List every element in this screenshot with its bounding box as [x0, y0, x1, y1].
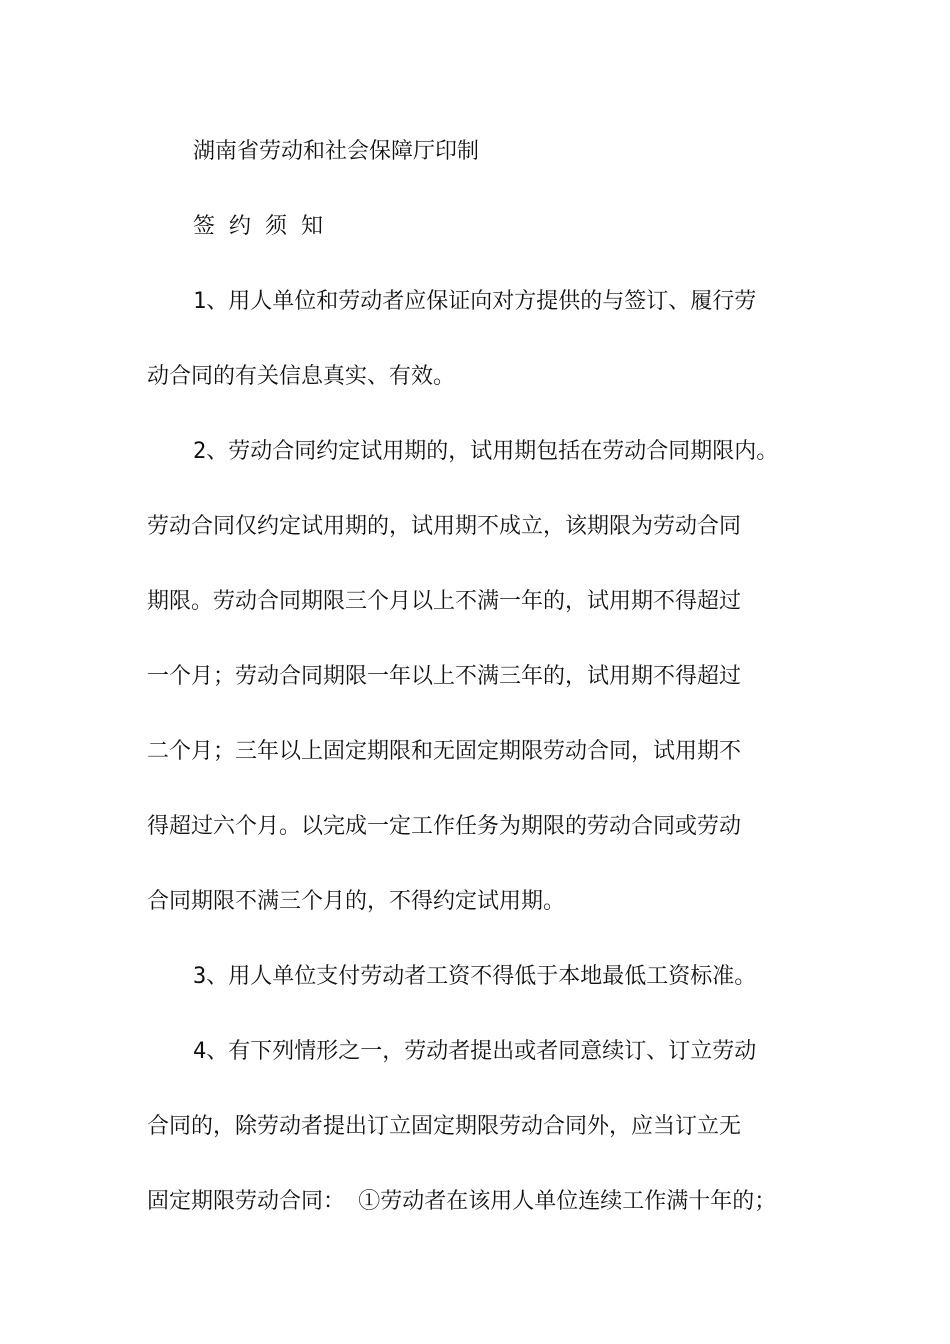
- paragraph-line: 劳动合同仅约定试用期的，试用期不成立，该期限为劳动合同: [147, 514, 742, 539]
- paragraph-line: 固定期限劳动合同： ①劳动者在该用人单位连续工作满十年的；: [147, 1189, 777, 1214]
- paragraph-line: 2、劳动合同约定试用期的，试用期包括在劳动合同期限内。: [193, 439, 779, 464]
- paragraph-line: 一个月；劳动合同期限一年以上不满三年的，试用期不得超过: [147, 664, 742, 689]
- section-title: 签约须知: [193, 214, 338, 239]
- paragraph-line: 4、有下列情形之一，劳动者提出或者同意续订、订立劳动: [193, 1039, 757, 1064]
- publisher-line: 湖南省劳动和社会保障厅印制: [193, 139, 480, 164]
- paragraph-line: 合同期限不满三个月的，不得约定试用期。: [147, 889, 566, 914]
- paragraph-line: 合同的，除劳动者提出订立固定期限劳动合同外，应当订立无: [147, 1114, 742, 1139]
- paragraph-line: 二个月；三年以上固定期限和无固定期限劳动合同，试用期不: [147, 739, 742, 764]
- paragraph-line: 得超过六个月。以完成一定工作任务为期限的劳动合同或劳动: [147, 814, 742, 839]
- paragraph-line: 期限。劳动合同期限三个月以上不满一年的，试用期不得超过: [147, 589, 742, 614]
- paragraph-line: 动合同的有关信息真实、有效。: [147, 364, 456, 389]
- paragraph-line: 1、用人单位和劳动者应保证向对方提供的与签订、履行劳: [193, 289, 757, 314]
- paragraph-line: 3、用人单位支付劳动者工资不得低于本地最低工资标准。: [193, 964, 757, 989]
